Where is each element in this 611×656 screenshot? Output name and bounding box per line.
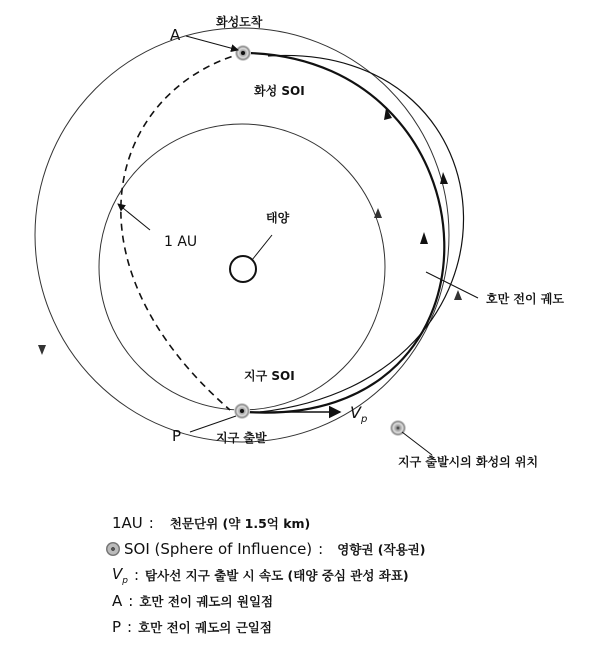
leader-line [426, 272, 478, 298]
legend-text: 천문단위 (약 1.5억 km) [169, 516, 311, 531]
legend-row-soi: SOI (Sphere of Influence) : 영향권 (작용권) [106, 538, 425, 560]
legend-row-au: 1AU : 천문단위 (약 1.5억 km) [112, 514, 311, 532]
mars-soi-label: 화성 SOI [254, 84, 305, 98]
soi-icon [106, 542, 120, 556]
legend-symbol: P [112, 618, 122, 636]
legend-row-vp: $V_p$ : 탐사선 지구 출발 시 속도 (태양 중심 관성 좌표) [112, 564, 409, 586]
legend-symbol: $V_p$ [112, 564, 128, 586]
legend-symbol: SOI (Sphere of Influence) [124, 540, 313, 558]
legend-symbol: 1AU [112, 514, 143, 532]
leader-line [118, 204, 150, 230]
leader-line [402, 432, 432, 455]
point-a-label: A [170, 26, 181, 44]
earth-soi-label: 지구 SOI [244, 369, 295, 383]
hohmann-orbit-label: 호만 전이 궤도 [486, 292, 564, 306]
transfer-direction-arrow [420, 232, 428, 244]
leader-line [252, 235, 272, 260]
legend-text: 영향권 (작용권) [337, 542, 426, 557]
legend-text: 탐사선 지구 출발 시 속도 (태양 중심 관성 좌표) [145, 568, 409, 583]
vp-label: $V_p$ [350, 403, 368, 425]
orbit-direction-arrow [374, 208, 382, 218]
mars-position-label: 지구 출발시의 화성의 위치 [398, 455, 539, 469]
legend-text: 호만 전이 궤도의 원일점 [139, 594, 274, 609]
au-label: 1 AU [164, 234, 198, 250]
hohmann-transfer-orbit-outer [260, 55, 464, 412]
leader-line [190, 416, 236, 432]
mars-orbit [35, 28, 449, 442]
mars-arrival-label: 화성도착 [216, 15, 263, 29]
legend-row-p: P : 호만 전이 궤도의 근일점 [112, 618, 272, 636]
hohmann-transfer-orbit [246, 53, 444, 413]
orbit-direction-arrow [38, 345, 46, 355]
earth-departure-label: 지구 출발 [216, 431, 267, 445]
legend-symbol: A [112, 592, 123, 610]
orbit-direction-arrow [454, 290, 462, 300]
sun-label: 태양 [266, 211, 290, 225]
dashed-transfer-arc [121, 53, 243, 410]
point-p-label: P [172, 427, 182, 445]
legend-text: 호만 전이 궤도의 근일점 [138, 620, 272, 635]
legend-row-a: A : 호만 전이 궤도의 원일점 [112, 592, 274, 610]
leader-line [186, 36, 238, 50]
